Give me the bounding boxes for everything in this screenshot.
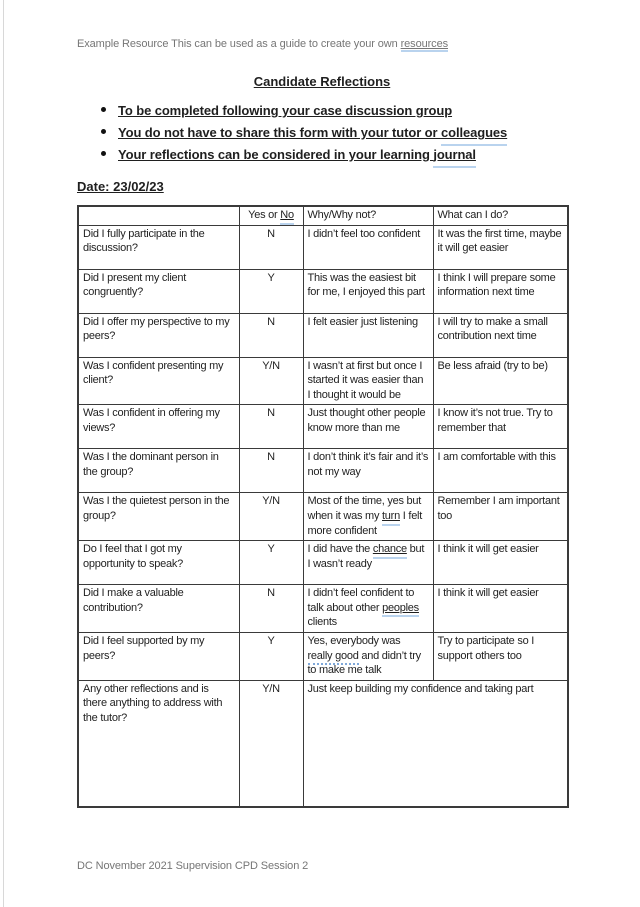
flagged-word: turn [382, 509, 400, 526]
action-cell: I think it will get easier [433, 541, 568, 585]
flagged-word: colleagues [441, 122, 507, 146]
reflections-table [77, 205, 569, 808]
action-cell: I think it will get easier [433, 585, 568, 633]
answer-cell: N [239, 405, 303, 449]
question-cell: Was I the dominant person in the group? [78, 449, 239, 493]
action-cell: I know it’s not true. Try to remember that [433, 405, 568, 449]
why-cell: Just keep building my confidence and taking part [303, 680, 568, 807]
question-cell: Do I feel that I got my opportunity to speak? [78, 541, 239, 585]
column-header-answer: Yes or No [239, 206, 303, 225]
bullet-icon [101, 107, 106, 112]
question-cell: Any other reflections and is there anything to address with the tutor? [78, 680, 239, 807]
answer-cell: Y [239, 541, 303, 585]
bullet-text: To be completed following your case discussion group [118, 103, 453, 118]
action-cell: I will try to make a small contribution next time [433, 313, 568, 357]
why-cell: I felt easier just listening [303, 313, 433, 357]
question-cell: Was I the quietest person in the group? [78, 493, 239, 541]
question-cell: Did I offer my perspective to my peers? [78, 313, 239, 357]
table-row [78, 680, 568, 807]
action-cell: Be less afraid (try to be) [433, 357, 568, 405]
action-cell: It was the first time, maybe it will get easier [433, 225, 568, 269]
bullet-icon [101, 129, 106, 134]
answer-cell: N [239, 225, 303, 269]
question-cell: Was I confident in offering my views? [78, 405, 239, 449]
table-row [78, 585, 568, 633]
table-row [78, 357, 568, 405]
why-cell: I didn’t feel confident to talk about other peoples clients [303, 585, 433, 633]
answer-cell: N [239, 313, 303, 357]
bullet-icon [101, 151, 106, 156]
table-row [78, 541, 568, 585]
table-row [78, 225, 568, 269]
table-row [78, 313, 568, 357]
question-cell: Did I fully participate in the discussion? [78, 225, 239, 269]
bullet-list [101, 100, 507, 166]
flagged-word: chance [373, 542, 407, 559]
bullet-item [101, 100, 507, 122]
why-cell: I did have the chance but I wasn’t ready [303, 541, 433, 585]
question-cell: Did I present my client congruently? [78, 269, 239, 313]
why-cell: Most of the time, yes but when it was my turn I felt more confident [303, 493, 433, 541]
column-header-why: Why/Why not? [303, 206, 433, 225]
bullet-text: You do not have to share this form with your tutor or colleagues [118, 125, 507, 140]
table-row [78, 449, 568, 493]
date-line [77, 179, 164, 194]
column-header-action: What can I do? [433, 206, 568, 225]
date-text: Date: 23/02/23 [77, 179, 164, 194]
answer-cell: Y/N [239, 493, 303, 541]
action-cell: Try to participate so I support others too [433, 632, 568, 680]
flagged-word: No [280, 208, 294, 225]
table-header-row [78, 206, 568, 225]
why-cell: I don’t think it’s fair and it’s not my way [303, 449, 433, 493]
flagged-word: journal [433, 144, 476, 168]
bullet-item [101, 144, 507, 166]
answer-cell: N [239, 449, 303, 493]
table-row [78, 405, 568, 449]
table-row [78, 632, 568, 680]
question-cell: Did I make a valuable contribution? [78, 585, 239, 633]
table-row [78, 493, 568, 541]
page-edge-line [3, 0, 4, 907]
answer-cell: N [239, 585, 303, 633]
action-cell: I think I will prepare some information next time [433, 269, 568, 313]
why-cell: I didn’t feel too confident [303, 225, 433, 269]
flagged-word: really good [308, 649, 359, 666]
resources-link[interactable]: resources [400, 38, 448, 50]
question-cell: Was I confident presenting my client? [78, 357, 239, 405]
table-row [78, 269, 568, 313]
example-note-text: Example Resource This can be used as a guide to create your own [77, 38, 401, 50]
footer-note: DC November 2021 Supervision CPD Session 2 [77, 860, 309, 872]
action-cell: I am comfortable with this [433, 449, 568, 493]
title-wrap [77, 74, 567, 89]
why-cell: This was the easiest bit for me, I enjoyed this part [303, 269, 433, 313]
bullet-text: Your reflections can be considered in your learning journal [118, 147, 476, 162]
action-cell: Remember I am important too [433, 493, 568, 541]
answer-cell: Y/N [239, 680, 303, 807]
why-cell: Just thought other people know more than me [303, 405, 433, 449]
question-cell: Did I feel supported by my peers? [78, 632, 239, 680]
answer-cell: Y/N [239, 357, 303, 405]
page-title: Candidate Reflections [253, 74, 391, 89]
table-body [78, 225, 568, 807]
bullet-item [101, 122, 507, 144]
why-cell: Yes, everybody was really good and didn’t try to make me talk [303, 632, 433, 680]
example-note [77, 38, 448, 50]
why-cell: I wasn’t at first but once I started it was easier than I thought it would be [303, 357, 433, 405]
answer-cell: Y [239, 269, 303, 313]
answer-cell: Y [239, 632, 303, 680]
flagged-word: peoples [382, 601, 419, 618]
column-header-question [78, 206, 239, 225]
